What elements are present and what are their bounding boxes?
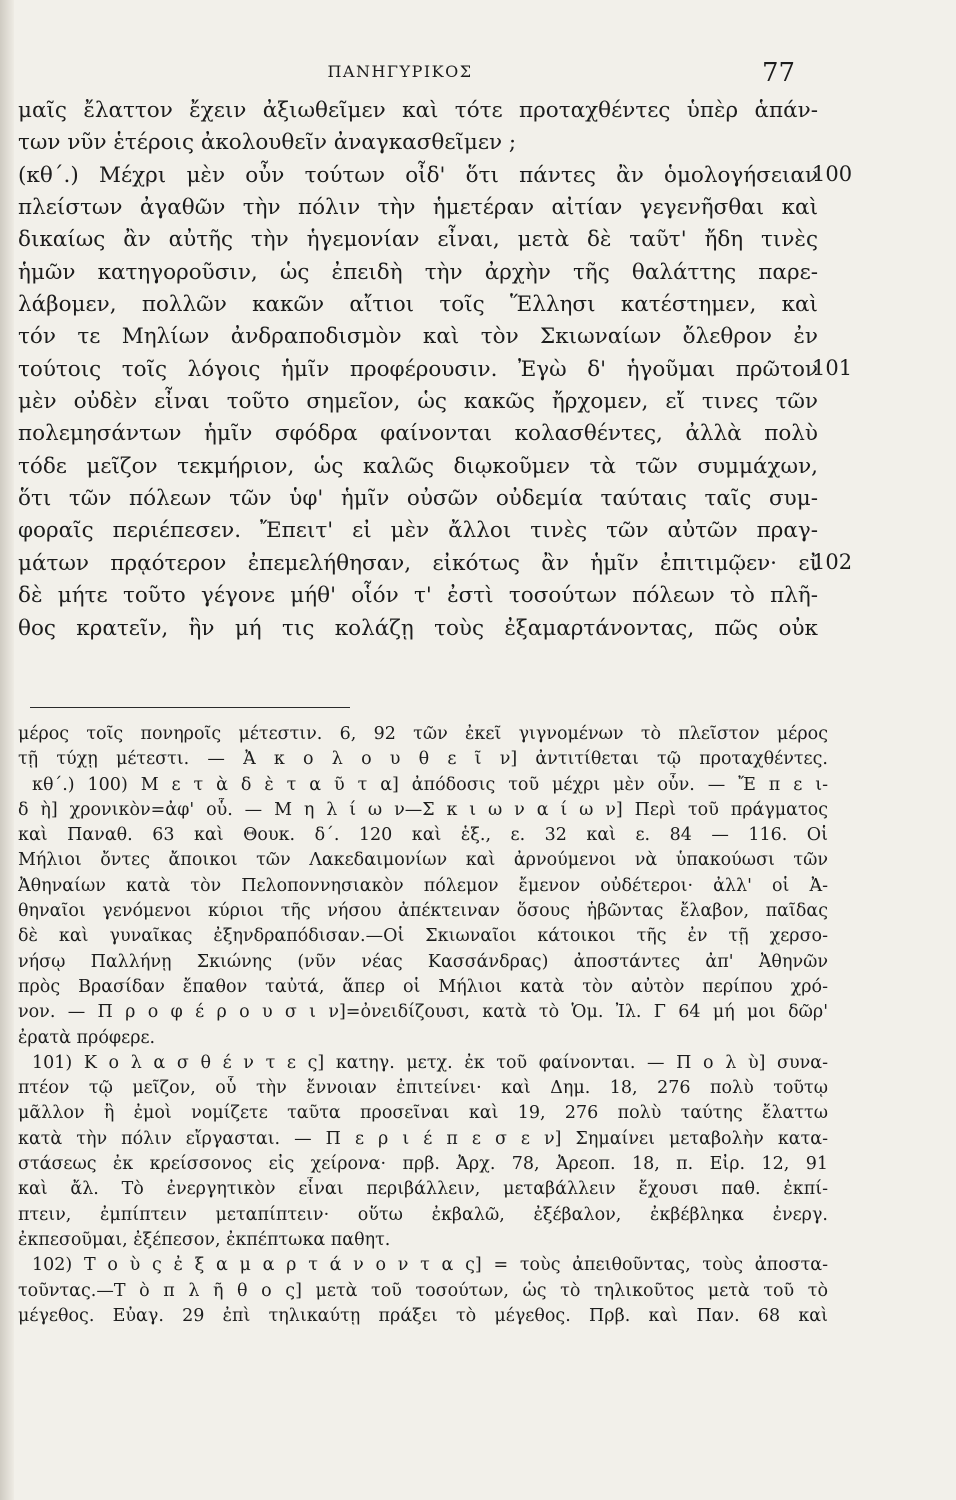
note-line: πτειν, ἐμπίπτειν μεταπίπτειν· οὕτω ἐκβαλῶ, ἐξέβαλον, ἐκβέβληκα ἐνεργ.: [18, 1204, 828, 1225]
main-text-line: λάβομεν, πολλῶν κακῶν αἴτιοι τοῖς Ἕλλησι κατέστημεν, καὶ: [18, 292, 818, 318]
page-number: 77: [762, 58, 796, 88]
note-line: μέρος τοῖς πονηροῖς μέτεστιν. 6, 92 τῶν ἐκεῖ γιγνομένων τὸ πλεῖστον μέρος: [18, 724, 828, 744]
main-text-line: μὲν οὐδὲν εἶναι τοῦτο σημεῖον, ὡς κακῶς ἤρχομεν, εἴ τινες τῶν: [18, 389, 818, 415]
main-text-block: [18, 95, 818, 645]
note-line: καὶ ἄλ. Τὸ ἐνεργητικὸν εἶναι περιβάλλειν, μεταβάλλειν ἔχουσι παθ. ἐκπί-: [18, 1179, 828, 1200]
note-line: νον. — Π ρ ο φ έ ρ ο υ σ ι ν]=ὀνειδίζουσι, κατὰ τὸ Ὁμ. Ἰλ. Γ 64 μή μοι δῶρ': [18, 1002, 828, 1023]
note-line: πτέον τῷ μεῖζον, οὗ τὴν ἔννοιαν ἐπιτείνει· καὶ Δημ. 18, 276 πολὺ τοῦτῳ: [18, 1078, 828, 1099]
note-line: τοῦντας.—Τ ὸ π λ ῆ θ ο ς] μετὰ τοῦ τοσούτων, ὡς τὸ τηλικοῦτος μετὰ τοῦ τὸ: [18, 1280, 828, 1301]
note-line: νήσῳ Παλλήνῃ Σκιώνης (νῦν νέας Κασσάνδρας) ἀποστάντες ἀπ' Ἀθηνῶν: [18, 951, 828, 972]
main-text-line: θος κρατεῖν, ἣν μή τις κολάζῃ τοὺς ἐξαμαρτάνοντας, πῶς οὐκ: [18, 615, 818, 641]
main-text-line: μαῖς ἔλαττον ἔχειν ἀξιωθεῖμεν καὶ τότε προταχθέντες ὑπὲρ ἁπάν-: [18, 98, 818, 123]
main-text-line: μάτων πρᾳότερον ἐπεμελήθησαν, εἰκότως ἂν ἡμῖν ἐπιτιμῷεν· εἰ: [18, 550, 818, 576]
main-text-line: δικαίως ἂν αὐτῆς τὴν ἡγεμονίαν εἶναι, μετὰ δὲ ταῦτ' ἤδη τινὲς: [18, 227, 818, 253]
binding-edge: [0, 0, 14, 1500]
note-line: μέγεθος. Εὐαγ. 29 ἐπὶ τηλικαύτῃ πράξει τὸ μέγεθος. Πρβ. καὶ Παν. 68 καὶ: [18, 1305, 828, 1326]
margin-section-number: 102: [812, 549, 853, 574]
note-line: δὲ καὶ γυναῖκας ἐξηνδραπόδισαν.—Οἱ Σκιωναῖοι κάτοικοι τῆς ἐν τῇ χερσο-: [18, 926, 828, 947]
margin-section-number: 100: [812, 161, 853, 186]
commentary-notes-block: [18, 722, 828, 1329]
main-text-line: τόν τε Μηλίων ἀνδραποδισμὸν καὶ τὸν Σκιωναίων ὄλεθρον ἐν: [18, 324, 818, 350]
main-text-line: πολεμησάντων ἡμῖν σφόδρα φαίνονται κολασθέντες, ἀλλὰ πολὺ: [18, 421, 818, 447]
note-line: μᾶλλον ἢ ἐμοὶ νομίζετε ταῦτα προσεῖναι καὶ 19, 276 πολὺ ταύτης ἔλαττω: [18, 1103, 828, 1124]
margin-section-number: 101: [812, 355, 853, 380]
main-text-line: των νῦν ἑτέροις ἀκολουθεῖν ἀναγκασθεῖμεν ;: [18, 130, 517, 156]
note-line: ἐρατὰ πρόφερε.: [18, 1027, 156, 1048]
note-line: Ἀθηναίων κατὰ τὸν Πελοποννησιακὸν πόλεμον ἔμενον οὐδέτεροι· ἀλλ' οἱ Ἀ-: [18, 875, 828, 896]
running-head: ΠΑΝΗΓΥΡΙΚΟΣ: [327, 62, 473, 81]
main-text-line: φοραῖς περιέπεσεν. Ἔπειτ' εἰ μὲν ἄλλοι τινὲς τῶν αὐτῶν πραγ-: [18, 518, 818, 544]
main-text-line: ὅτι τῶν πόλεων τῶν ὑφ' ἡμῖν οὐσῶν οὐδεμία ταύταις ταῖς συμ-: [18, 486, 818, 512]
note-line: Μήλιοι ὄντες ἄποικοι τῶν Λακεδαιμονίων καὶ ἀρνούμενοι νὰ ὑπακούωσι τῶν: [18, 850, 828, 871]
footnote-separator-rule: [30, 707, 350, 708]
note-line: 101) Κ ο λ α σ θ έ ν τ ε ς] κατηγ. μετχ. ἐκ τοῦ φαίνονται. — Π ο λ ὺ] συνα-: [32, 1052, 828, 1073]
main-text-line: τούτοις τοῖς λόγοις ἡμῖν προφέρουσιν. Ἐγὼ δ' ἡγοῦμαι πρῶτον: [18, 356, 818, 382]
note-line: στάσεως ἐκ κρείσσονος εἰς χείρονα· πρβ. Ἀρχ. 78, Ἀρεοπ. 18, π. Εἰρ. 12, 91: [18, 1154, 828, 1175]
note-line: τῇ τύχῃ μέτεστι. — Ἀ κ ο λ ο υ θ ε ῖ ν] ἀντιτίθεται τῷ προταχθέντες.: [18, 749, 828, 770]
note-line: δ ὴ] χρονικὸν=ἀφ' οὗ. — Μ η λ ί ω ν—Σ κ ι ω ν α ί ω ν] Περὶ τοῦ πράγματος: [18, 799, 828, 820]
page-header: [0, 58, 956, 98]
main-text-line: ἡμῶν κατηγοροῦσιν, ὡς ἐπειδὴ τὴν ἀρχὴν τῆς θαλάττης παρε-: [18, 259, 818, 285]
main-text-line: τόδε μεῖζον τεκμήριον, ὡς καλῶς διῳκοῦμεν τὰ τῶν συμμάχων,: [18, 453, 818, 479]
note-line: 102) Τ ο ὺ ς ἐ ξ α μ α ρ τ ά ν ο ν τ α ς] = τοὺς ἀπειθοῦντας, τοὺς ἀποστα-: [32, 1255, 828, 1276]
note-line: ἐκπεσοῦμαι, ἐξέπεσον, ἐκπέπτωκα παθητ.: [18, 1229, 391, 1250]
main-text-line: δὲ μήτε τοῦτο γέγονε μήθ' οἷόν τ' ἐστὶ τοσούτων πόλεων τὸ πλῆ-: [18, 583, 818, 609]
main-text-line: πλείστων ἀγαθῶν τὴν πόλιν τὴν ἡμετέραν αἰτίαν γεγενῆσθαι καὶ: [18, 195, 818, 221]
note-line: καὶ Παναθ. 63 καὶ Θουκ. δ΄. 120 καὶ ἑξ., ε. 32 καὶ ε. 84 — 116. Οἱ: [18, 825, 828, 846]
note-line: πρὸς Βρασίδαν ἔπαθον ταὐτά, ἅπερ οἱ Μήλιοι κατὰ τὸν αὐτὸν περίπου χρό-: [18, 976, 828, 997]
note-line: κθ΄.) 100) Μ ε τ ὰ δ ὲ τ α ῦ τ α] ἀπόδοσις τοῦ μέχρι μὲν οὖν. — Ἔ π ε ι-: [32, 774, 828, 795]
note-line: κατὰ τὴν πόλιν εἴργασται. — Π ε ρ ι έ π ε σ ε ν] Σημαίνει μεταβολὴν κατα-: [18, 1128, 828, 1149]
main-text-line: (κθ΄.) Μέχρι μὲν οὖν τούτων οἶδ' ὅτι πάντες ἂν ὁμολογήσειαν: [18, 162, 818, 188]
note-line: θηναῖοι γενόμενοι κύριοι τῆς νήσου ἀπέκτειναν ὅσους ἡβῶντας ἔλαβον, παῖδας: [18, 901, 828, 922]
